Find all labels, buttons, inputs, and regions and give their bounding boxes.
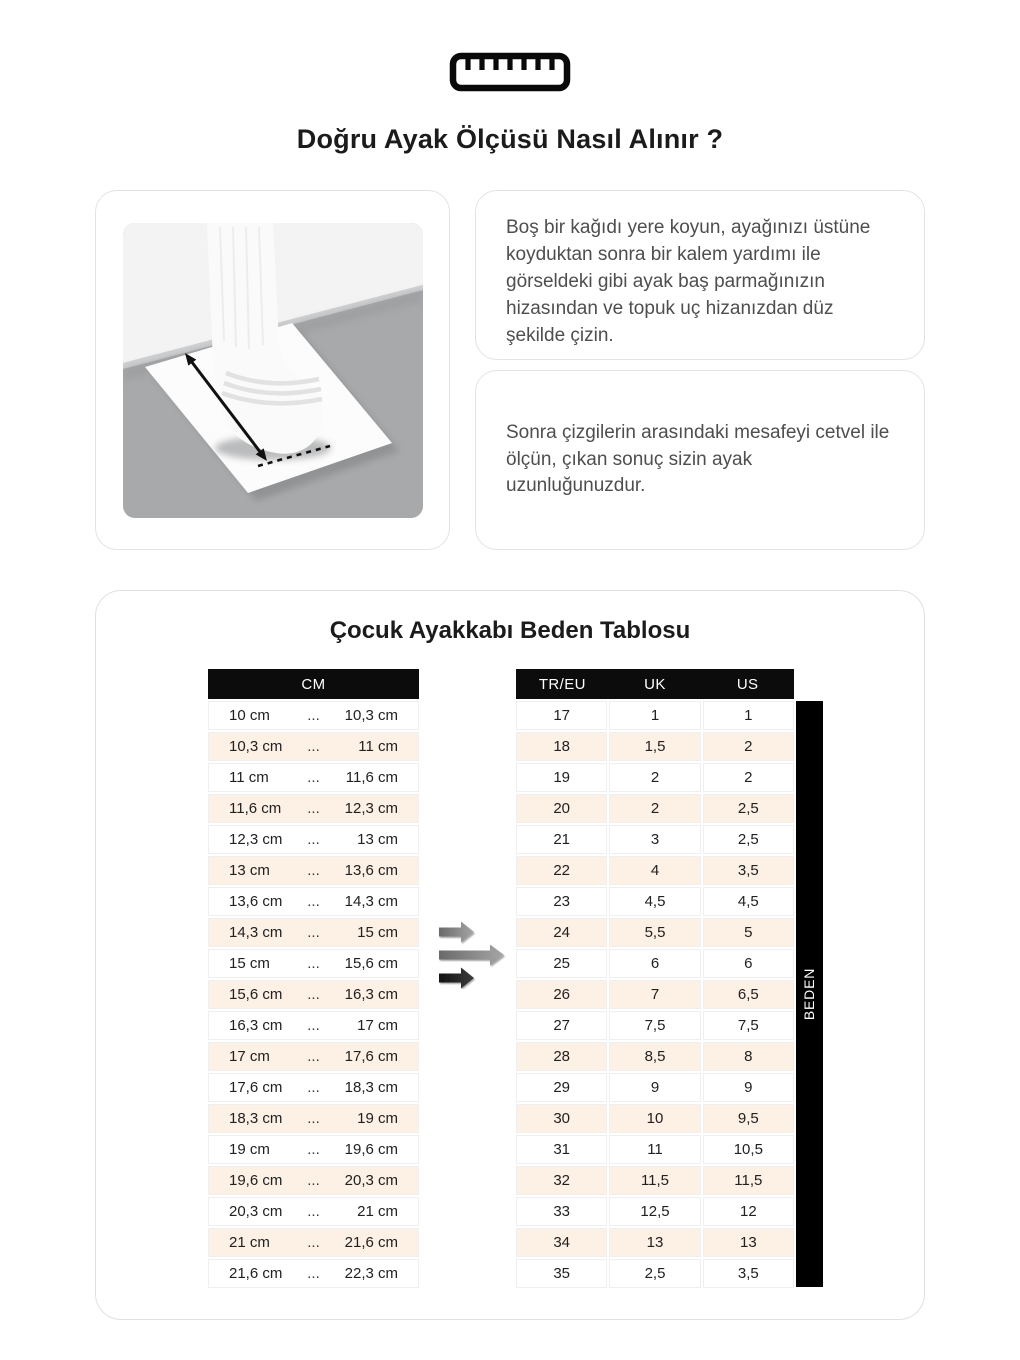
- size-cell: 10: [609, 1104, 700, 1133]
- cm-cell: ...: [307, 1141, 320, 1158]
- size-cell: 29: [516, 1073, 607, 1102]
- cm-table-row: [208, 701, 419, 730]
- size-cell: 3,5: [703, 856, 794, 885]
- cm-cell: 11 cm: [358, 738, 398, 755]
- cm-cell: 15 cm: [357, 924, 398, 941]
- size-cell: 13: [703, 1228, 794, 1257]
- cm-table: [208, 669, 419, 1288]
- size-table-card: [95, 590, 925, 1320]
- cm-cell: 19,6 cm: [344, 1141, 398, 1158]
- cm-cell: ...: [307, 893, 320, 910]
- cm-cell: 22,3 cm: [344, 1265, 398, 1282]
- size-table-row: [516, 763, 794, 792]
- cm-cell: 16,3 cm: [344, 986, 398, 1003]
- size-table-row: [516, 825, 794, 854]
- cm-cell: ...: [307, 1017, 320, 1034]
- cm-cell: 21,6 cm: [229, 1265, 283, 1282]
- cm-table-row: [208, 1166, 419, 1195]
- size-cell: 21: [516, 825, 607, 854]
- cm-table-row: [208, 1135, 419, 1164]
- size-table-row: [516, 794, 794, 823]
- cm-table-row: [208, 1259, 419, 1288]
- size-table-row: [516, 856, 794, 885]
- cm-cell: 13,6 cm: [229, 893, 283, 910]
- size-table-row: [516, 732, 794, 761]
- cm-cell: 11,6 cm: [229, 800, 282, 817]
- cm-cell: ...: [307, 924, 320, 941]
- foot-measurement-photo: [123, 223, 423, 518]
- cm-cell: ...: [307, 769, 320, 786]
- beden-label: BEDEN: [801, 967, 818, 1021]
- cm-cell: 16,3 cm: [229, 1017, 283, 1034]
- cm-cell: ...: [307, 955, 320, 972]
- instruction-cards: [475, 190, 925, 550]
- cm-cell: 15,6 cm: [344, 955, 398, 972]
- size-cell: 8,5: [609, 1042, 700, 1071]
- cm-cell: ...: [307, 1079, 320, 1096]
- size-table-title: Çocuk Ayakkabı Beden Tablosu: [329, 617, 691, 644]
- size-cell: 4,5: [703, 887, 794, 916]
- cm-cell: ...: [307, 738, 320, 755]
- size-cell: 2: [703, 763, 794, 792]
- size-cell: 2: [703, 732, 794, 761]
- size-cell: 12,5: [609, 1197, 700, 1226]
- size-cell: 7,5: [703, 1011, 794, 1040]
- cm-cell: 17 cm: [229, 1048, 270, 1065]
- size-cell: 20: [516, 794, 607, 823]
- cm-cell: 21,6 cm: [344, 1234, 398, 1251]
- cm-cell: 12,3 cm: [229, 831, 283, 848]
- cm-table-body: [208, 701, 419, 1288]
- size-cell: 23: [516, 887, 607, 916]
- size-cell: 1,5: [609, 732, 700, 761]
- cm-table-row: [208, 918, 419, 947]
- cm-table-row: [208, 1228, 419, 1257]
- cm-table-row: [208, 1011, 419, 1040]
- size-cell: 1: [703, 701, 794, 730]
- size-cell: 6,5: [703, 980, 794, 1009]
- cm-cell: 13 cm: [357, 831, 398, 848]
- size-cell: 34: [516, 1228, 607, 1257]
- cm-cell: ...: [307, 831, 320, 848]
- size-cell: 2: [609, 794, 700, 823]
- size-cell: 2,5: [703, 825, 794, 854]
- cm-cell: 18,3 cm: [229, 1110, 283, 1127]
- cm-cell: 13,6 cm: [344, 862, 398, 879]
- size-table-row: [516, 1073, 794, 1102]
- size-cell: 9,5: [703, 1104, 794, 1133]
- size-cell: 11,5: [703, 1166, 794, 1195]
- cm-table-row: [208, 1104, 419, 1133]
- cm-cell: 14,3 cm: [344, 893, 398, 910]
- size-table-row: [516, 1104, 794, 1133]
- size-table-row: [516, 1197, 794, 1226]
- cm-cell: 11 cm: [229, 769, 269, 786]
- instruction-step-2-text: Sonra çizgilerin arasındaki mesafeyi cetvel ile ölçün, çıkan sonuç sizin ayak uzunluğunuzdur.: [506, 421, 890, 497]
- size-cell: 11: [609, 1135, 700, 1164]
- cm-cell: 12,3 cm: [344, 800, 398, 817]
- size-cell: 2,5: [609, 1259, 700, 1288]
- size-cell: 24: [516, 918, 607, 947]
- size-cell: 9: [703, 1073, 794, 1102]
- cm-table-row: [208, 794, 419, 823]
- cm-cell: ...: [307, 1110, 320, 1127]
- cm-cell: 14,3 cm: [229, 924, 283, 941]
- size-cell: 3: [609, 825, 700, 854]
- cm-cell: ...: [307, 1203, 320, 1220]
- size-table-row: [516, 887, 794, 916]
- cm-cell: ...: [307, 1234, 320, 1251]
- size-table-row: [516, 949, 794, 978]
- size-cell: 19: [516, 763, 607, 792]
- size-cell: 9: [609, 1073, 700, 1102]
- size-cell: 30: [516, 1104, 607, 1133]
- ruler-icon: [0, 52, 1020, 97]
- size-cell: 5,5: [609, 918, 700, 947]
- cm-cell: 20,3 cm: [344, 1172, 398, 1189]
- size-cell: 28: [516, 1042, 607, 1071]
- size-cell: 12: [703, 1197, 794, 1226]
- cm-cell: ...: [307, 1265, 320, 1282]
- instruction-step-1: [475, 190, 925, 360]
- cm-table-row: [208, 949, 419, 978]
- cm-table-row: [208, 887, 419, 916]
- cm-table-row: [208, 763, 419, 792]
- page-title: Doğru Ayak Ölçüsü Nasıl Alınır ?: [296, 124, 724, 154]
- cm-cell: ...: [307, 862, 320, 879]
- size-cell: 2,5: [703, 794, 794, 823]
- size-table-header: [516, 669, 794, 699]
- cm-table-row: [208, 825, 419, 854]
- size-cell: 31: [516, 1135, 607, 1164]
- cm-cell: 11,6 cm: [345, 769, 398, 786]
- cm-cell: 17,6 cm: [229, 1079, 283, 1096]
- cm-table-row: [208, 732, 419, 761]
- size-cell: 6: [609, 949, 700, 978]
- size-cell: 35: [516, 1259, 607, 1288]
- size-table-row: [516, 1135, 794, 1164]
- cm-cell: 10,3 cm: [229, 738, 283, 755]
- size-cell: 3,5: [703, 1259, 794, 1288]
- cm-cell: ...: [307, 800, 320, 817]
- size-cell: 4,5: [609, 887, 700, 916]
- size-cell: 27: [516, 1011, 607, 1040]
- col-header-tr-eu: TR/EU: [538, 675, 586, 693]
- cm-table-header: CM: [208, 669, 419, 699]
- size-cell: 17: [516, 701, 607, 730]
- cm-table-row: [208, 980, 419, 1009]
- cm-cell: 13 cm: [229, 862, 270, 879]
- cm-table-row: [208, 1197, 419, 1226]
- size-cell: 11,5: [609, 1166, 700, 1195]
- size-cell: 6: [703, 949, 794, 978]
- cm-cell: 17 cm: [357, 1017, 398, 1034]
- cm-cell: ...: [307, 1172, 320, 1189]
- cm-cell: 10,3 cm: [344, 707, 398, 724]
- col-header-us: US: [736, 675, 759, 693]
- measurement-instructions-section: [95, 190, 925, 550]
- size-table-row: [516, 980, 794, 1009]
- cm-cell: 19,6 cm: [229, 1172, 283, 1189]
- size-cell: 5: [703, 918, 794, 947]
- cm-cell: 15,6 cm: [229, 986, 283, 1003]
- cm-table-row: [208, 1073, 419, 1102]
- size-cell: 22: [516, 856, 607, 885]
- col-header-uk: UK: [644, 675, 666, 693]
- size-table-body: [516, 701, 794, 1288]
- instruction-step-1-text: Boş bir kağıdı yere koyun, ayağınızı üstüne koyduktan sonra bir kalem yardımı ile görseldeki gibi ayak baş parmağınızın hizasından ve topuk uç hizanızdan düz şekilde çizin.: [506, 217, 871, 346]
- size-cell: 32: [516, 1166, 607, 1195]
- size-table-row: [516, 918, 794, 947]
- cm-cell: 20,3 cm: [229, 1203, 283, 1220]
- cm-cell: ...: [307, 1048, 320, 1065]
- size-cell: 4: [609, 856, 700, 885]
- size-cell: 7: [609, 980, 700, 1009]
- cm-cell: ...: [307, 986, 320, 1003]
- cm-table-row: [208, 856, 419, 885]
- cm-cell: 17,6 cm: [344, 1048, 398, 1065]
- cm-cell: 21 cm: [229, 1234, 270, 1251]
- cm-cell: 21 cm: [357, 1203, 398, 1220]
- size-cell: 13: [609, 1228, 700, 1257]
- size-cell: 7,5: [609, 1011, 700, 1040]
- size-table-row: [516, 1166, 794, 1195]
- size-cell: 2: [609, 763, 700, 792]
- size-table-row: [516, 1042, 794, 1071]
- cm-cell: ...: [307, 707, 320, 724]
- size-cell: 25: [516, 949, 607, 978]
- cm-cell: 19 cm: [229, 1141, 270, 1158]
- size-cell: 1: [609, 701, 700, 730]
- size-table-row: [516, 1011, 794, 1040]
- size-conversion-table: [516, 669, 794, 1288]
- size-cell: 8: [703, 1042, 794, 1071]
- beden-vertical-bar: [796, 701, 823, 1287]
- cm-cell: 15 cm: [229, 955, 270, 972]
- size-cell: 18: [516, 732, 607, 761]
- size-cell: 26: [516, 980, 607, 1009]
- size-table-row: [516, 1228, 794, 1257]
- size-cell: 10,5: [703, 1135, 794, 1164]
- transfer-arrows-icon: [437, 921, 507, 994]
- size-table-row: [516, 701, 794, 730]
- instruction-step-2: [475, 370, 925, 550]
- foot-photo-card: [95, 190, 450, 550]
- cm-cell: 18,3 cm: [344, 1079, 398, 1096]
- size-cell: 33: [516, 1197, 607, 1226]
- cm-cell: 19 cm: [357, 1110, 398, 1127]
- cm-cell: 10 cm: [229, 707, 270, 724]
- cm-table-row: [208, 1042, 419, 1071]
- size-table-row: [516, 1259, 794, 1288]
